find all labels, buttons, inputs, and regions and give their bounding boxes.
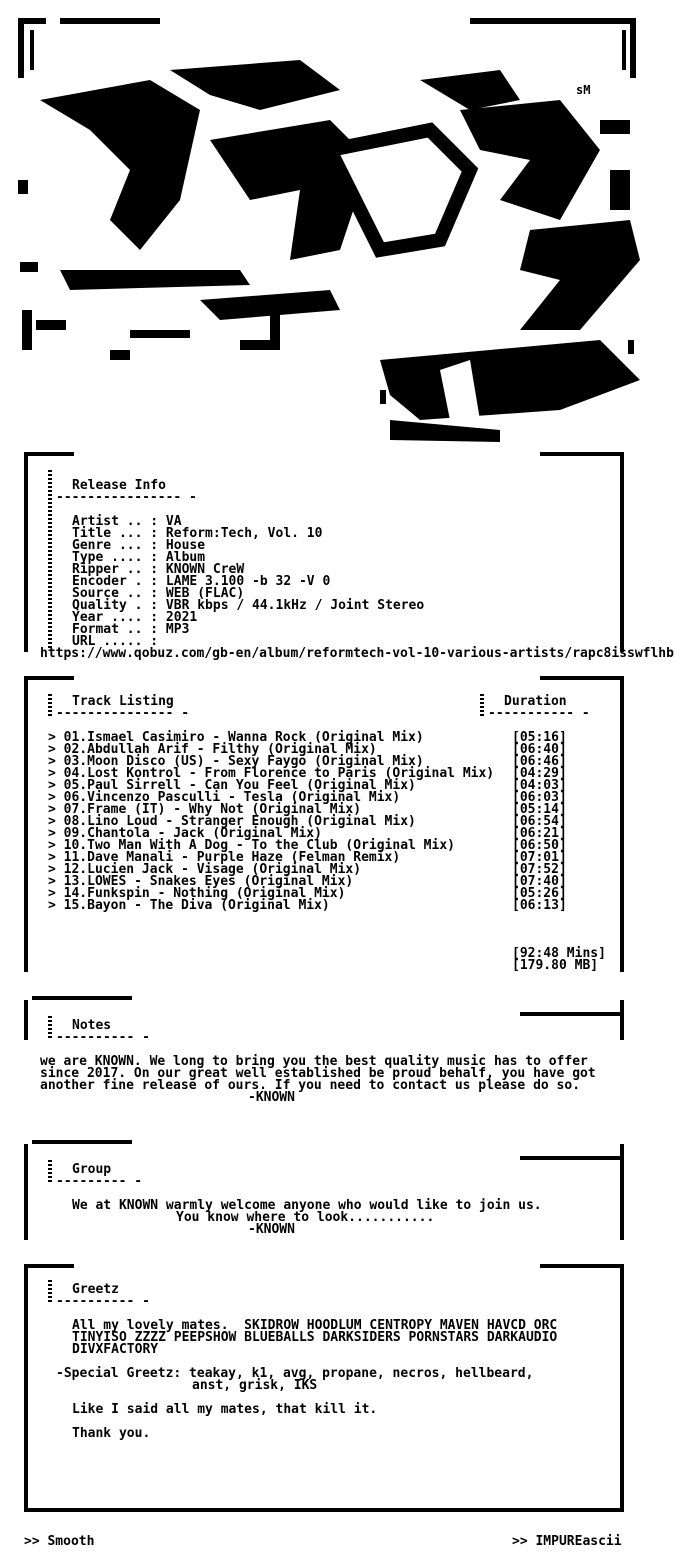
release-key: Quality . : xyxy=(72,598,159,613)
track-duration: [06:03] xyxy=(512,790,567,805)
release-key: Type .... : xyxy=(72,550,159,565)
track-title: 10.Two Man With A Dog - To the Club (Original Mix) xyxy=(63,838,455,853)
release-heading: Release Info xyxy=(72,478,166,493)
greetz-special-1: -Special Greetz: teakay, k1, avg, propane, necros, hellbeard, xyxy=(56,1366,534,1381)
notes-underline: ---------- - xyxy=(56,1030,150,1045)
greetz-side-dash xyxy=(48,1280,52,1304)
duration-underline: ----------- - xyxy=(488,706,590,721)
track-duration: [04:29] xyxy=(512,766,567,781)
footer-right: >> IMPUREascii xyxy=(512,1534,622,1549)
tracks-heading: Track Listing xyxy=(72,694,174,709)
release-value: 2021 xyxy=(165,610,198,625)
track-bullet-icon: > xyxy=(48,802,64,817)
release-value: MP3 xyxy=(165,622,190,637)
release-key: Artist .. : xyxy=(72,514,159,529)
track-title: 13.LOWES - Snakes Eyes (Original Mix) xyxy=(63,874,354,889)
track-duration: [04:03] xyxy=(512,778,567,793)
track-title: 06.Vincenzo Pasculli - Tesla (Original Mix) xyxy=(63,790,401,805)
track-title: 11.Dave Manali - Purple Haze (Felman Remix) xyxy=(63,850,401,865)
track-title: 04.Lost Kontrol - From Florence to Paris (Original Mix) xyxy=(63,766,495,781)
release-key: Title ... : xyxy=(72,526,159,541)
release-key: Ripper .. : xyxy=(72,562,159,577)
track-title: 14.Funkspin - Nothing (Original Mix) xyxy=(63,886,346,901)
track-bullet-icon: > xyxy=(48,814,64,829)
track-title: 01.Ismael Casimiro - Wanna Rock (Original Mix) xyxy=(63,730,424,745)
group-side-dash xyxy=(48,1160,52,1184)
notes-heading: Notes xyxy=(72,1018,112,1033)
track-row xyxy=(48,900,330,912)
track-duration: [07:40] xyxy=(512,874,567,889)
track-title: 08.Lino Loud - Stranger Enough (Original Mix) xyxy=(63,814,416,829)
track-bullet-icon: > xyxy=(48,730,64,745)
total-size: [179.80 MB] xyxy=(512,958,599,973)
tracks-underline: --------------- - xyxy=(56,706,190,721)
greetz-line-3: DIVXFACTORY xyxy=(72,1342,159,1357)
release-key: Encoder . : xyxy=(72,574,159,589)
release-key: Year .... : xyxy=(72,610,159,625)
track-title: 12.Lucien Jack - Visage (Original Mix) xyxy=(63,862,362,877)
group-line-1: We at KNOWN warmly welcome anyone who would like to join us. xyxy=(72,1198,542,1213)
release-side-dash xyxy=(48,470,52,650)
track-bullet-icon: > xyxy=(48,790,64,805)
track-bullet-icon: > xyxy=(48,766,64,781)
group-underline: --------- - xyxy=(56,1174,143,1189)
greetz-underline: ---------- - xyxy=(56,1294,150,1309)
track-bullet-icon: > xyxy=(48,742,64,757)
release-key: URL ..... : xyxy=(72,634,159,649)
release-value: VA xyxy=(165,514,182,529)
track-duration: [06:13] xyxy=(512,898,567,913)
release-value: WEB (FLAC) xyxy=(165,586,245,601)
track-duration: [06:21] xyxy=(512,826,567,841)
release-value: LAME 3.100 -b 32 -V 0 xyxy=(165,574,331,589)
notes-sign: -KNOWN xyxy=(248,1090,295,1105)
track-bullet-icon: > xyxy=(48,826,64,841)
notes-line-3: another fine release of ours. If you need to contact us please do so. xyxy=(40,1078,581,1093)
track-bullet-icon: > xyxy=(48,862,64,877)
ascii-logo xyxy=(0,0,696,450)
greetz-line-1: All my lovely mates. SKIDROW HOODLUM CENTROPY MAVEN HAVCD ORC xyxy=(72,1318,558,1333)
release-url[interactable]: https://www.qobuz.com/gb-en/album/reformtech-vol-10-various-artists/rapc8isswflhb xyxy=(40,646,674,661)
track-title: 15.Bayon - The Diva (Original Mix) xyxy=(63,898,330,913)
greetz-line-4: Like I said all my mates, that kill it. xyxy=(72,1402,378,1417)
track-bullet-icon: > xyxy=(48,874,64,889)
release-value: KNOWN CreW xyxy=(165,562,245,577)
track-bullet-icon: > xyxy=(48,838,64,853)
track-bullet-icon: > xyxy=(48,898,64,913)
track-title: 05.Paul Sirrell - Can You Feel (Original Mix) xyxy=(63,778,416,793)
release-value: Album xyxy=(165,550,206,565)
release-value: Reform:Tech, Vol. 10 xyxy=(165,526,323,541)
greetz-line-5: Thank you. xyxy=(72,1426,151,1441)
track-duration: [06:50] xyxy=(512,838,567,853)
track-duration: [07:01] xyxy=(512,850,567,865)
duration-heading: Duration xyxy=(504,694,567,709)
release-key: Genre ... : xyxy=(72,538,159,553)
track-bullet-icon: > xyxy=(48,754,64,769)
track-duration: [06:46] xyxy=(512,754,567,769)
track-duration: [05:14] xyxy=(512,802,567,817)
release-value: House xyxy=(165,538,206,553)
track-title: 03.Moon Disco (US) - Sexy Faygo (Original Mix) xyxy=(63,754,424,769)
group-line-2: You know where to look........... xyxy=(176,1210,435,1225)
release-key: Source .. : xyxy=(72,586,159,601)
track-bullet-icon: > xyxy=(48,850,64,865)
track-duration: [05:16] xyxy=(512,730,567,745)
track-duration: [06:40] xyxy=(512,742,567,757)
track-duration: [07:52] xyxy=(512,862,567,877)
logo-tag: sM xyxy=(576,83,591,97)
greetz-line-2: TINYISO ZZZZ PEEPSHOW BLUEBALLS DARKSIDERS PORNSTARS DARKAUDIO xyxy=(72,1330,558,1345)
group-frame xyxy=(24,1144,624,1240)
group-heading: Group xyxy=(72,1162,112,1177)
total-time: [92:48 Mins] xyxy=(512,946,606,961)
track-duration: [05:26] xyxy=(512,886,567,901)
track-bullet-icon: > xyxy=(48,778,64,793)
track-title: 09.Chantola - Jack (Original Mix) xyxy=(63,826,322,841)
notes-line-1: we are KNOWN. We long to bring you the best quality music has to offer xyxy=(40,1054,588,1069)
track-bullet-icon: > xyxy=(48,886,64,901)
track-duration: [06:54] xyxy=(512,814,567,829)
track-title: 07.Frame (IT) - Why Not (Original Mix) xyxy=(63,802,362,817)
greetz-frame-bottom xyxy=(24,1508,624,1512)
notes-line-2: since 2017. On our great well established be proud behalf, you have got xyxy=(40,1066,596,1081)
greetz-heading: Greetz xyxy=(72,1282,119,1297)
release-value: VBR kbps / 44.1kHz / Joint Stereo xyxy=(165,598,425,613)
group-sign: -KNOWN xyxy=(248,1222,295,1237)
release-underline: ---------------- - xyxy=(56,490,197,505)
tracks-side-dash xyxy=(48,694,52,718)
duration-side-dash xyxy=(480,694,484,718)
footer-left: >> Smooth xyxy=(24,1534,95,1549)
greetz-special-2: anst, grisk, IKS xyxy=(192,1378,318,1393)
release-key: Format .. : xyxy=(72,622,159,637)
notes-side-dash xyxy=(48,1016,52,1040)
track-title: 02.Abdullah Arif - Filthy (Original Mix) xyxy=(63,742,377,757)
